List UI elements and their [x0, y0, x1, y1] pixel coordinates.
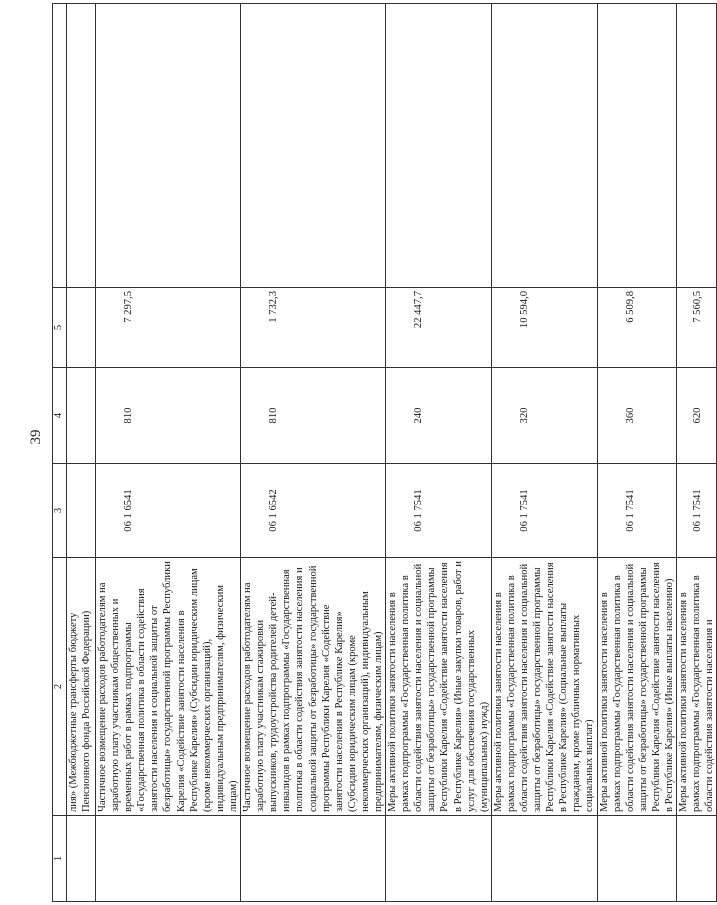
target-code: 06 1 6542 — [268, 489, 280, 532]
amount-value: 7 560,5 — [692, 291, 704, 323]
description-text: Меры активной политики занятости населения в рамках подпрограммы «Государственная политика в области содействия занятости населения и — [678, 575, 716, 812]
expense-type: 620 — [692, 407, 704, 424]
description-text: Меры активной политики занятости населения в рамках подпрограммы «Государственная политика в области содействия занятости населения и социальной защиты от безработицы» государственной программы Республики Карелия «Содействие занятости населения в Республике Карелия» (Иные выплаты населению) — [598, 562, 676, 812]
code-cell — [386, 464, 492, 558]
description-cell — [241, 558, 386, 816]
row-number-cell — [67, 816, 96, 902]
expense-type: 360 — [624, 407, 636, 424]
row-spacer — [241, 4, 386, 288]
row-spacer — [96, 4, 241, 288]
description-cell — [67, 558, 96, 816]
amount-cell — [386, 288, 492, 368]
row-number-cell — [677, 816, 717, 902]
target-code: 06 1 7541 — [413, 489, 425, 532]
expense-type: 240 — [413, 407, 425, 424]
amount-value: 6 509,8 — [624, 291, 636, 323]
target-code: 06 1 7541 — [518, 489, 530, 532]
header-col-4: 4 — [53, 368, 67, 464]
code-cell — [241, 464, 386, 558]
type-cell — [386, 368, 492, 464]
type-cell — [597, 368, 677, 464]
description-text: Меры активной политики занятости населения в рамках подпрограммы «Государственная политика в области содействия занятости населения и социальной защиты от безработицы» государственной программы Республики Карелия «Содействие занятости населения в Республике Карелия» (Социальные выплаты гражданам, кроме публичных нормативных социальных выплат) — [492, 562, 596, 812]
description-cell — [597, 558, 677, 816]
type-cell — [677, 368, 717, 464]
target-code: 06 1 7541 — [692, 489, 704, 532]
table-row — [241, 4, 386, 902]
amount-cell — [597, 288, 677, 368]
amount-cell — [491, 288, 597, 368]
row-number-cell — [491, 816, 597, 902]
budget-table — [52, 3, 717, 902]
description-cell — [386, 558, 492, 816]
row-spacer — [597, 4, 677, 288]
row-number-cell — [386, 816, 492, 902]
row-number-cell — [241, 816, 386, 902]
amount-cell — [677, 288, 717, 368]
description-cell — [677, 558, 717, 816]
type-cell — [491, 368, 597, 464]
row-number-cell — [597, 816, 677, 902]
table-row — [677, 4, 717, 902]
amount-value: 22 447,7 — [413, 291, 425, 329]
description-text: лия» (Межбюджетные трансферты бюджету Пенсионного фонда Российской Федерации) — [68, 610, 93, 812]
type-cell — [96, 368, 241, 464]
code-cell — [491, 464, 597, 558]
budget-table-frame — [52, 4, 716, 902]
table-row — [67, 4, 96, 902]
table-row — [597, 4, 677, 902]
amount-cell — [96, 288, 241, 368]
page-number: 39 — [28, 429, 44, 445]
table-header-row — [53, 4, 67, 902]
target-code: 06 1 6541 — [123, 489, 134, 532]
header-col-1: 1 — [53, 816, 67, 902]
code-cell — [67, 464, 96, 558]
expense-type: 320 — [518, 407, 530, 424]
code-cell — [96, 464, 241, 558]
table-row — [386, 4, 492, 902]
expense-type: 810 — [268, 407, 280, 424]
amount-value: 10 594,0 — [518, 291, 530, 329]
description-cell — [96, 558, 241, 816]
amount-value: 7 297,5 — [123, 291, 134, 323]
header-col-5: 5 — [53, 288, 67, 368]
amount-cell — [241, 288, 386, 368]
expense-type: 810 — [123, 407, 134, 424]
type-cell — [67, 368, 96, 464]
table-row — [491, 4, 597, 902]
header-col-3: 3 — [53, 464, 67, 558]
header-col-2: 2 — [53, 558, 67, 816]
row-spacer — [67, 4, 96, 288]
code-cell — [677, 464, 717, 558]
type-cell — [241, 368, 386, 464]
description-text: Меры активной политики занятости населения в рамках подпрограммы «Государственная политика в области содействия занятости населения и социальной защиты от безработицы» государственной программы Республики Карелия «Содействие занятости населения в Республике Карелия» (Иные закупки товаров, работ и услуг для обеспечения государственных (муниципальных) нужд) — [387, 561, 490, 812]
row-spacer — [491, 4, 597, 288]
code-cell — [597, 464, 677, 558]
row-spacer — [677, 4, 717, 288]
description-text: Частичное возмещение расходов работодателям на заработную плату участникам стажировки выпускников, трудоустройства родителей детей-инвалидов в рамках подпрограммы «Государственная политика в области содействия занятости населения и социальной защиты от безработицы» государственной программы Республики Карелия «Содействие занятости населения в Республике Карелия» (Субсидии юридическим лицам (кроме некоммерческих организаций), индивидуальным предпринимателям, физическим лицам) — [242, 565, 384, 812]
header-spacer — [53, 4, 67, 288]
amount-value: 1 732,3 — [268, 291, 280, 323]
row-number-cell — [96, 816, 241, 902]
row-spacer — [386, 4, 492, 288]
description-cell — [491, 558, 597, 816]
description-text: Частичное возмещение расходов работодателям на заработную плату участникам общественных и временных работ в рамках подпрограммы «Государственная политика в области содействия занятости населения и социальной защиты от безработицы» государственной программы Республики Карелия «Содействие занятости населения в Республике Карелия» (Субсидии юридическим лицам (кроме некоммерческих организаций), индивидуальным предпринимателям, физическим лицам) — [97, 561, 239, 812]
target-code: 06 1 7541 — [624, 489, 636, 532]
table-row — [96, 4, 241, 902]
amount-cell — [67, 288, 96, 368]
